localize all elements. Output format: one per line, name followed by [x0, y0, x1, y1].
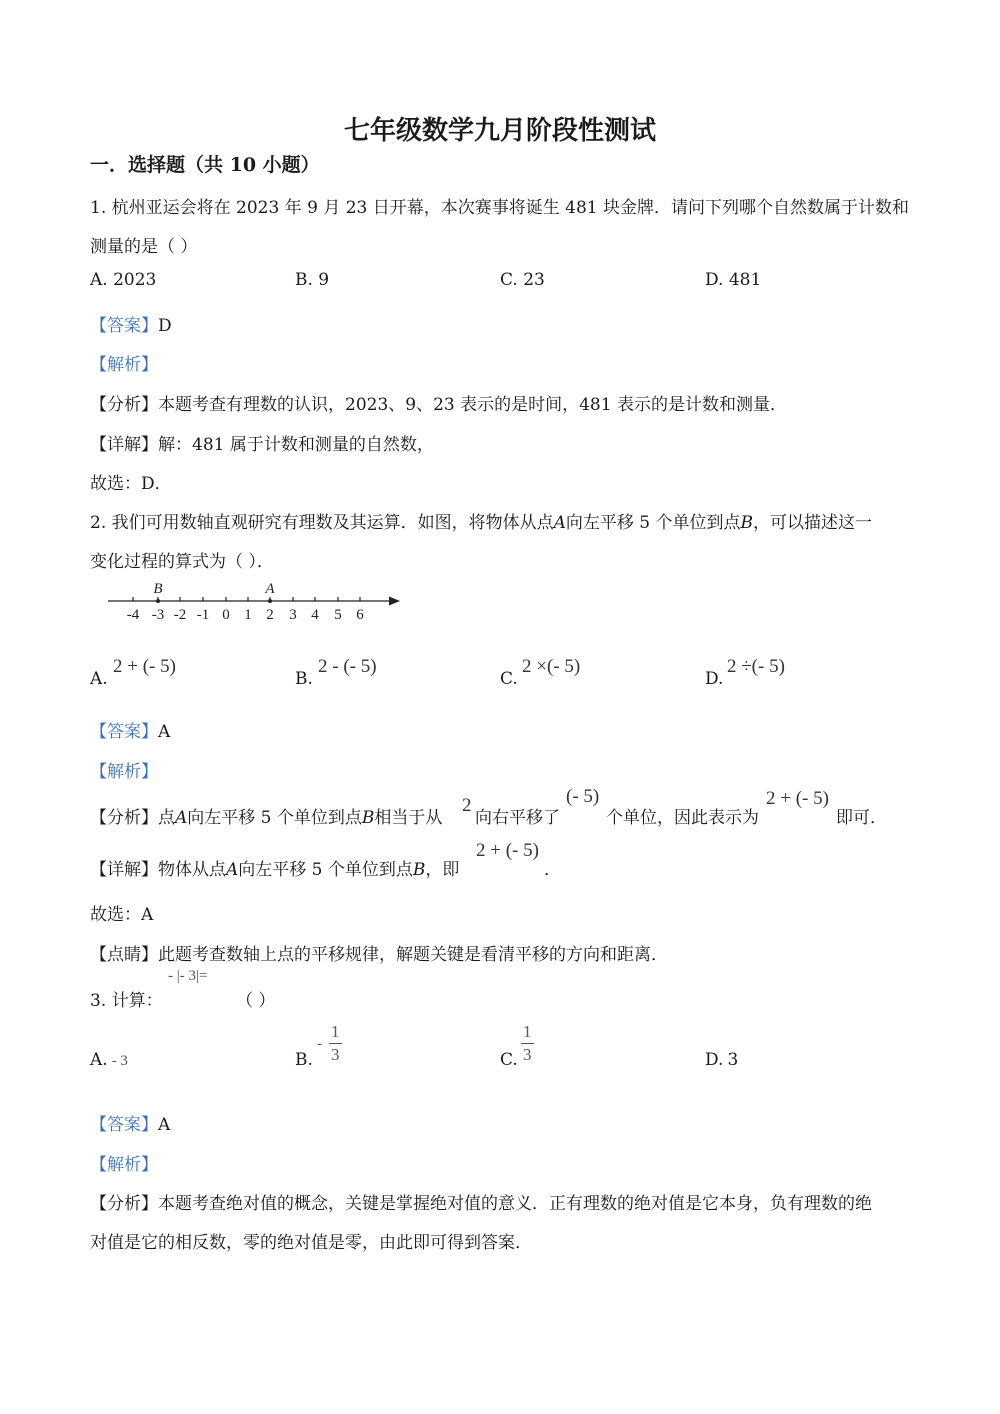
answer-label: 【答案】 — [90, 316, 158, 336]
number-line-figure — [100, 575, 410, 625]
dianjing-label: 【点睛】 — [90, 945, 158, 965]
q2-stem-line1 — [90, 508, 872, 533]
section-heading: 一．选择题（共 10 小题） — [90, 154, 320, 176]
q3-option-c-fraction — [521, 1021, 534, 1066]
q3-jiexi-label: 【解析】 — [90, 1155, 158, 1175]
q2-xiangjie-expr: 2 + (- 5) — [476, 840, 539, 861]
q1-answer — [90, 311, 172, 336]
xiangjie-label: 【详解】 — [90, 435, 158, 455]
q1-xiangjie — [90, 430, 434, 455]
q1-answer-value: D — [158, 316, 172, 336]
q2-guxuan: 故选：A — [90, 905, 154, 925]
q2-option-b — [295, 669, 313, 689]
q3-answer — [90, 1110, 170, 1135]
number-line-tick-label: 4 — [311, 607, 319, 623]
number-line-tick-label: -4 — [126, 607, 140, 623]
point-a-dot — [268, 599, 272, 603]
q2-option-d-letter: D. — [705, 669, 724, 689]
q2-stem-line2: 变化过程的算式为（ ）． — [90, 552, 274, 572]
q3-option-d-value: 3 — [727, 1050, 739, 1070]
q1-fenxi — [90, 390, 787, 415]
q2-xiangjie-point-a: A — [226, 860, 239, 880]
q1-option-d: D. 481 — [705, 270, 762, 290]
answer-label: 【答案】 — [90, 722, 158, 742]
point-b-dot — [156, 599, 160, 603]
q2-option-a — [90, 669, 108, 689]
q2-fenxi-part6: 即可． — [836, 808, 887, 828]
number-line-tick-label: -2 — [173, 607, 187, 623]
q2-jiexi-label: 【解析】 — [90, 762, 158, 782]
axis-arrow — [389, 597, 400, 606]
q2-option-a-letter: A. — [90, 669, 108, 689]
q2-stem-part3: ，可以描述这一 — [753, 513, 873, 533]
point-a-label: A — [265, 581, 275, 597]
q3-option-d-letter: D. — [705, 1050, 724, 1070]
q3-option-b-letter: B. — [295, 1050, 313, 1070]
q3-option-b-sign: - — [317, 1036, 322, 1052]
q1-stem-line2: 测量的是（ ） — [90, 237, 198, 257]
q2-point-b: B — [740, 513, 754, 533]
fenxi-label: 【分析】 — [90, 808, 158, 828]
q1-xiangjie-text: 解：481 属于计数和测量的自然数， — [158, 435, 434, 455]
q3-fenxi-line2: 对值是它的相反数，零的绝对值是零，由此即可得到答案． — [90, 1233, 532, 1253]
number-line-tick-label: 0 — [222, 607, 230, 623]
number-line-tick-label: 6 — [356, 607, 364, 623]
q3-option-b-fraction — [329, 1021, 342, 1066]
q2-option-c-letter: C. — [500, 669, 518, 689]
q2-option-c-expr: 2 ×(- 5) — [522, 656, 581, 677]
number-line-tick-label: 5 — [334, 607, 342, 623]
q2-fenxi-part1: 点 — [158, 808, 175, 828]
q2-fenxi-point-a: A — [175, 808, 188, 828]
q2-answer-value: A — [158, 722, 171, 742]
q2-option-d-expr: 2 ÷(- 5) — [727, 656, 785, 677]
q3-stem: 3. 计算： — [90, 991, 163, 1011]
q2-xiangjie — [90, 855, 459, 880]
page-title: 七年级数学九月阶段性测试 — [343, 116, 656, 146]
q1-option-c: C. 23 — [500, 270, 545, 290]
q2-fenxi-expr1: (- 5) — [566, 786, 600, 807]
q3-option-b-numerator: 1 — [329, 1021, 342, 1044]
q2-fenxi-part5: 个单位，因此表示为 — [606, 808, 759, 828]
q2-option-c — [500, 669, 518, 689]
fenxi-label: 【分析】 — [90, 395, 158, 415]
q2-xiangjie-end: ． — [544, 860, 561, 880]
number-line-tick-label: 1 — [244, 607, 252, 623]
q2-stem-part2: 向左平移 5 个单位到点 — [565, 513, 741, 533]
q2-point-a: A — [553, 513, 566, 533]
q2-option-a-expr: 2 + (- 5) — [113, 656, 176, 677]
q3-paren: （ ） — [236, 991, 276, 1011]
q2-dianjing-text: 此题考查数轴上点的平移规律，解题关键是看清平移的方向和距离． — [158, 945, 668, 965]
q2-xiangjie-part2: 向左平移 5 个单位到点 — [238, 860, 413, 880]
fenxi-label: 【分析】 — [90, 1194, 158, 1214]
q3-option-c-denominator: 3 — [523, 1045, 532, 1064]
q2-answer — [90, 717, 170, 742]
q2-dianjing — [90, 940, 668, 965]
xiangjie-label: 【详解】 — [90, 860, 158, 880]
q1-stem-line1: 1. 杭州亚运会将在 2023 年 9 月 23 日开幕，本次赛事将诞生 481 块金牌．请问下列哪个自然数属于计数和 — [90, 198, 910, 218]
q3-answer-value: A — [158, 1115, 171, 1135]
q3-option-a-value: - 3 — [111, 1053, 128, 1069]
q2-fenxi-part4: 向右平移了 — [475, 808, 560, 828]
number-line-tick-label: -3 — [151, 607, 165, 623]
q2-fenxi-point-b: B — [361, 808, 375, 828]
q2-option-b-letter: B. — [295, 669, 313, 689]
q2-option-d — [705, 669, 723, 689]
q2-fenxi-part3: 相当于从 — [374, 808, 443, 828]
q3-option-c-letter: C. — [500, 1050, 518, 1070]
q2-fenxi — [90, 803, 442, 828]
q3-option-b-denominator: 3 — [331, 1045, 340, 1064]
number-line-tick-labels — [127, 607, 365, 623]
q2-fenxi-part2: 向左平移 5 个单位到点 — [187, 808, 362, 828]
q3-option-a-letter: A. — [90, 1050, 108, 1070]
q3-option-a — [90, 1050, 128, 1070]
q3-expression: - |- 3|= — [168, 968, 208, 984]
q1-jiexi-label: 【解析】 — [90, 355, 158, 375]
q2-stem-part1: 2. 我们可用数轴直观研究有理数及其运算．如图，将物体从点 — [90, 513, 554, 533]
q3-option-c-numerator: 1 — [521, 1021, 534, 1044]
q1-option-a: A. 2023 — [90, 270, 157, 290]
number-line-tick-label: -1 — [196, 607, 210, 623]
number-line-tick-label: 3 — [289, 607, 297, 623]
q1-fenxi-text: 本题考查有理数的认识，2023、9、23 表示的是时间，481 表示的是计数和测量． — [158, 395, 787, 415]
point-b-label: B — [153, 581, 163, 597]
q3-fenxi-text1: 本题考查绝对值的概念，关键是掌握绝对值的意义．正有理数的绝对值是它本身，负有理数的绝 — [158, 1194, 872, 1214]
q2-xiangjie-point-b: B — [412, 860, 426, 880]
q2-fenxi-expr2: 2 + (- 5) — [766, 788, 829, 809]
q2-option-b-expr: 2 - (- 5) — [318, 656, 377, 677]
q2-xiangjie-part1: 物体从点 — [158, 860, 226, 880]
answer-label: 【答案】 — [90, 1115, 158, 1135]
q2-fenxi-num: 2 — [462, 795, 472, 816]
q1-option-b: B. 9 — [295, 270, 330, 290]
number-line-tick-label: 2 — [266, 607, 274, 623]
q3-fenxi-line1 — [90, 1189, 872, 1214]
q1-guxuan: 故选：D． — [90, 474, 172, 494]
q3-option-d — [705, 1050, 738, 1070]
q2-xiangjie-part3: ，即 — [425, 860, 460, 880]
